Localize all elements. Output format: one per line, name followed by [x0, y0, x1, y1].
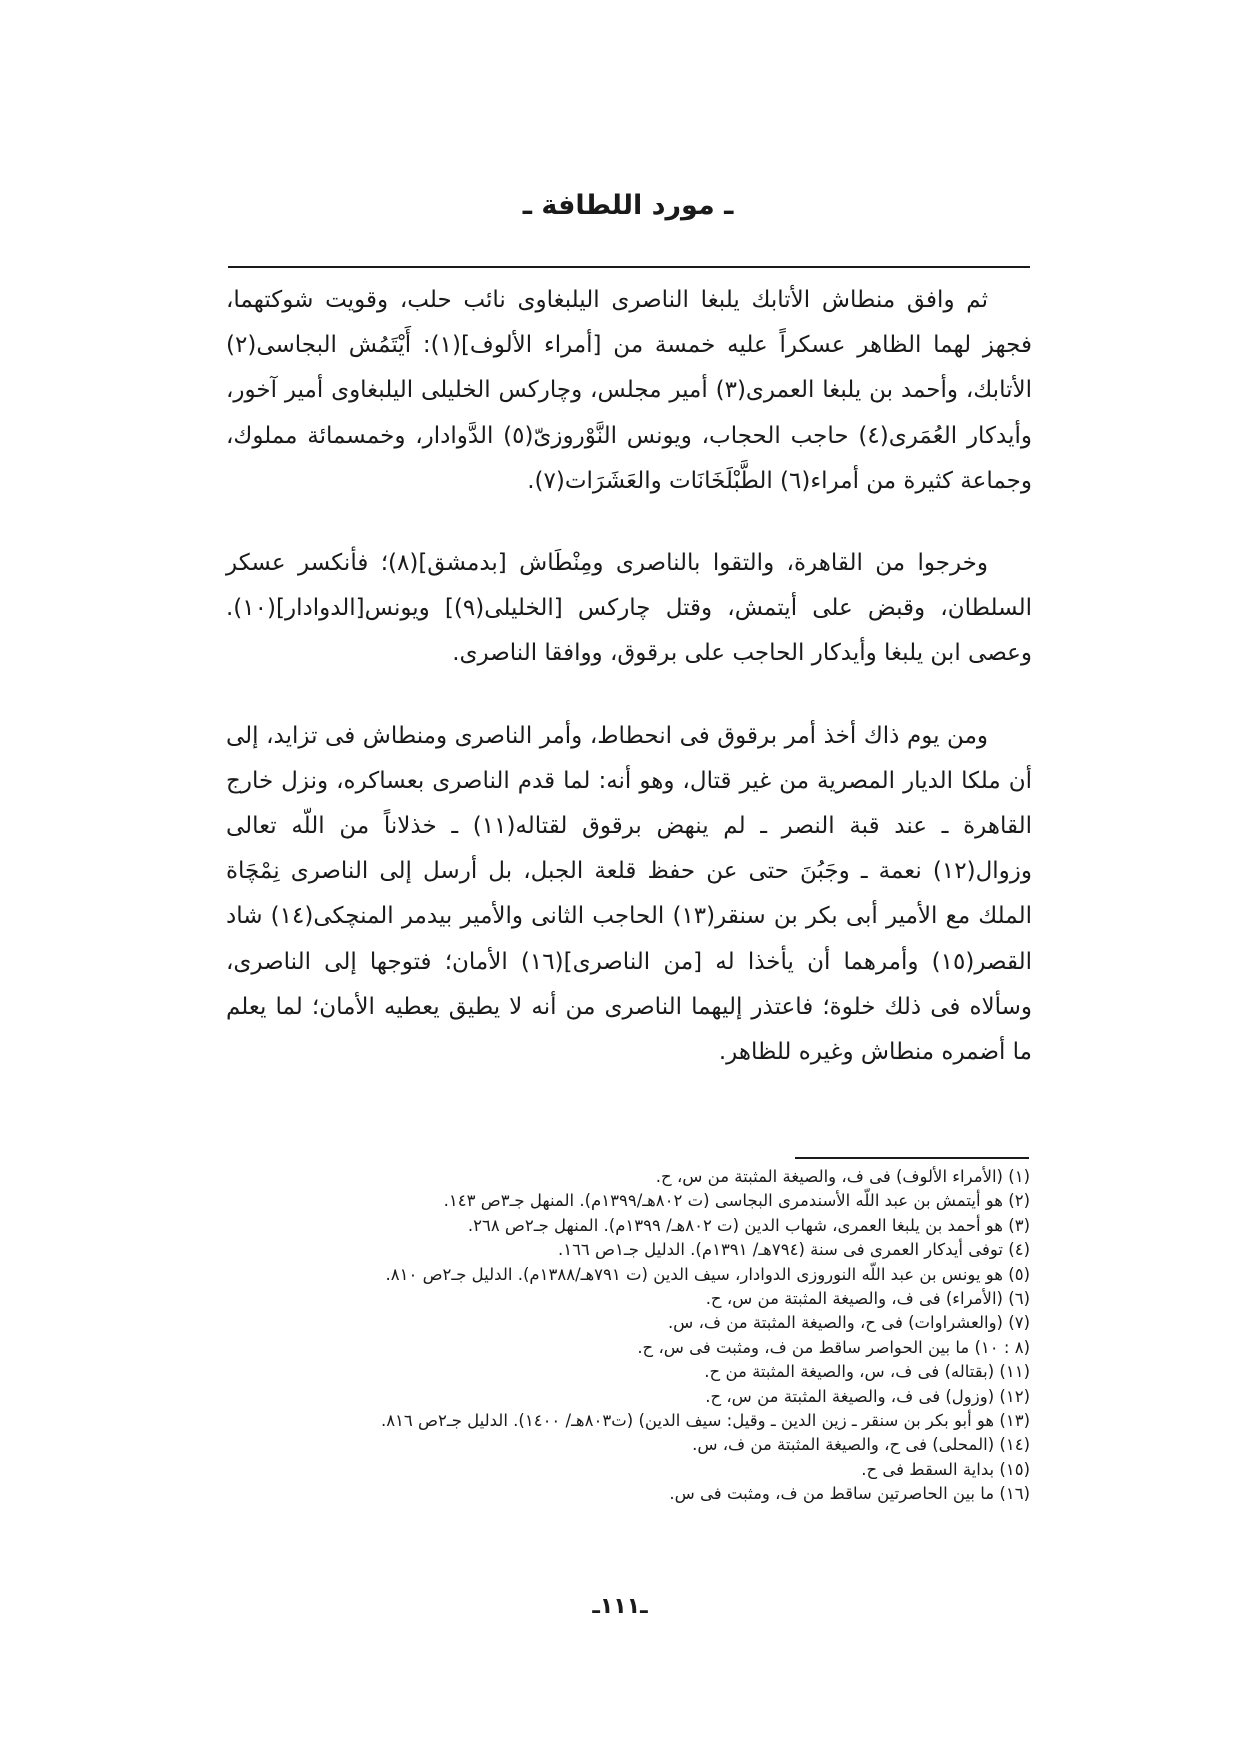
footnote: (٧) (والعشراوات) فى ح، والصيغة المثبتة من ف، س.: [667, 1313, 1030, 1333]
page-number: ـ١١١ـ: [592, 1594, 648, 1619]
footnote: (٢) هو أيتمش بن عبد اللّه الأسندمرى البجاسى (ت ٨٠٢هـ/١٣٩٩م). المنهل جـ٣ص ١٤٣.: [443, 1191, 1030, 1211]
footnote: (١٦) ما بين الحاصرتين ساقط من ف، ومثبت فى س.: [669, 1484, 1030, 1504]
footnote: (٨ : ١٠) ما بين الحواصر ساقط من ف، ومثبت فى س، ح.: [637, 1337, 1030, 1357]
footnote: (٥) هو يونس بن عبد اللّه النوروزى الدوادار، سيف الدين (ت ٧٩١هـ/١٣٨٨م). الدليل جـ٢ص ٨١٠.: [385, 1264, 1030, 1284]
paragraph: ثم وافق منطاش الأتابك يلبغا الناصرى اليلبغاوى نائب حلب، وقويت شوكتهما، فجهز لهما الظاهر عسكراً عليه خمسة من [أمراء الألوف](١): أَيْتَمُش البجاسى(٢) الأتابك، وأحمد بن يلبغا العمرى(٣) أمير مجلس، وچاركس الخليلى اليلبغاوى أمير آخور، وأيدكار العُمَرى(٤) حاجب الحجاب، ويونس النَّوْروزىّ(٥) الدَّوادار، وخمسمائة مملوك، وجماعة كثيرة من أمراء(٦) الطَّبْلَخَانَات والعَشَرَات(٧).: [226, 287, 1033, 494]
footnote: (١٥) بداية السقط فى ح.: [861, 1459, 1030, 1479]
paragraph: وخرجوا من القاهرة، والتقوا بالناصرى ومِنْطَاش [بدمشق](٨)؛ فأنكسر عسكر السلطان، وقبض على أيتمش، وقتل چاركس [الخليلى(٩)] ويونس[الدوادار](١٠). وعصى ابن يلبغا وأيدكار الحاجب على برقوق، ووافقا الناصرى.: [226, 550, 1033, 667]
footnote: (١٣) هو أبو بكر بن سنقر ـ زين الدين ـ وقيل: سيف الدين) (ت٨٠٣هـ/ ١٤٠٠). الدليل جـ٢ص ٨١٦.: [380, 1411, 1030, 1431]
footnote: (١٤) (المحلى) فى ح، والصيغة المثبتة من ف، س.: [692, 1435, 1030, 1455]
footnote: (١١) (بقتاله) فى ف، س، والصيغة المثبتة من ح.: [704, 1362, 1030, 1382]
footnote: (٤) توفى أيدكار العمرى فى سنة (٧٩٤هـ/ ١٣٩١م). الدليل جـ١ص ١٦٦.: [557, 1240, 1030, 1260]
footnote: (١٢) (وزول) فى ف، والصيغة المثبتة من س، ح.: [705, 1386, 1030, 1406]
footnote: (٦) (الأمراء) فى ف، والصيغة المثبتة من س، ح.: [705, 1289, 1030, 1309]
header-rule: [228, 266, 1030, 268]
main-text: [226, 278, 1032, 1075]
footnotes: [226, 1165, 1030, 1507]
running-title: ـ مورد اللطافة ـ: [522, 190, 734, 221]
footnote-rule: [795, 1157, 1029, 1159]
paragraph: ومن يوم ذاك أخذ أمر برقوق فى انحطاط، وأمر الناصرى ومنطاش فى تزايد، إلى أن ملكا الديار المصرية من غير قتال، وهو أنه: لما قدم الناصرى بعساكره، ونزل خارج القاهرة ـ عند قبة النصر ـ لم ينهض برقوق لقتاله(١١) ـ خذلاناً من اللّه تعالى وزوال(١٢) نعمة ـ وجَبُنَ حتى عن حفظ قلعة الجبل، بل أرسل إلى الناصرى نِمْچَاة الملك مع الأمير أبى بكر بن سنقر(١٣) الحاجب الثانى والأمير بيدمر المنچكى(١٤) شاد القصر(١٥) وأمرهما أن يأخذا له [من الناصرى](١٦) الأمان؛ فتوجها إلى الناصرى، وسألاه فى ذلك خلوة؛ فاعتذر إليهما الناصرى من أنه لا يطيق يعطيه الأمان؛ لما يعلم ما أضمره منطاش وغيره للظاهر.: [226, 722, 1032, 1066]
footnote: (٣) هو أحمد بن يلبغا العمرى، شهاب الدين (ت ٨٠٢هـ/ ١٣٩٩م). المنهل جـ٢ص ٢٦٨.: [467, 1215, 1030, 1235]
footnote: (١) (الأمراء الألوف) فى ف، والصيغة المثبتة من س، ح.: [655, 1167, 1030, 1186]
